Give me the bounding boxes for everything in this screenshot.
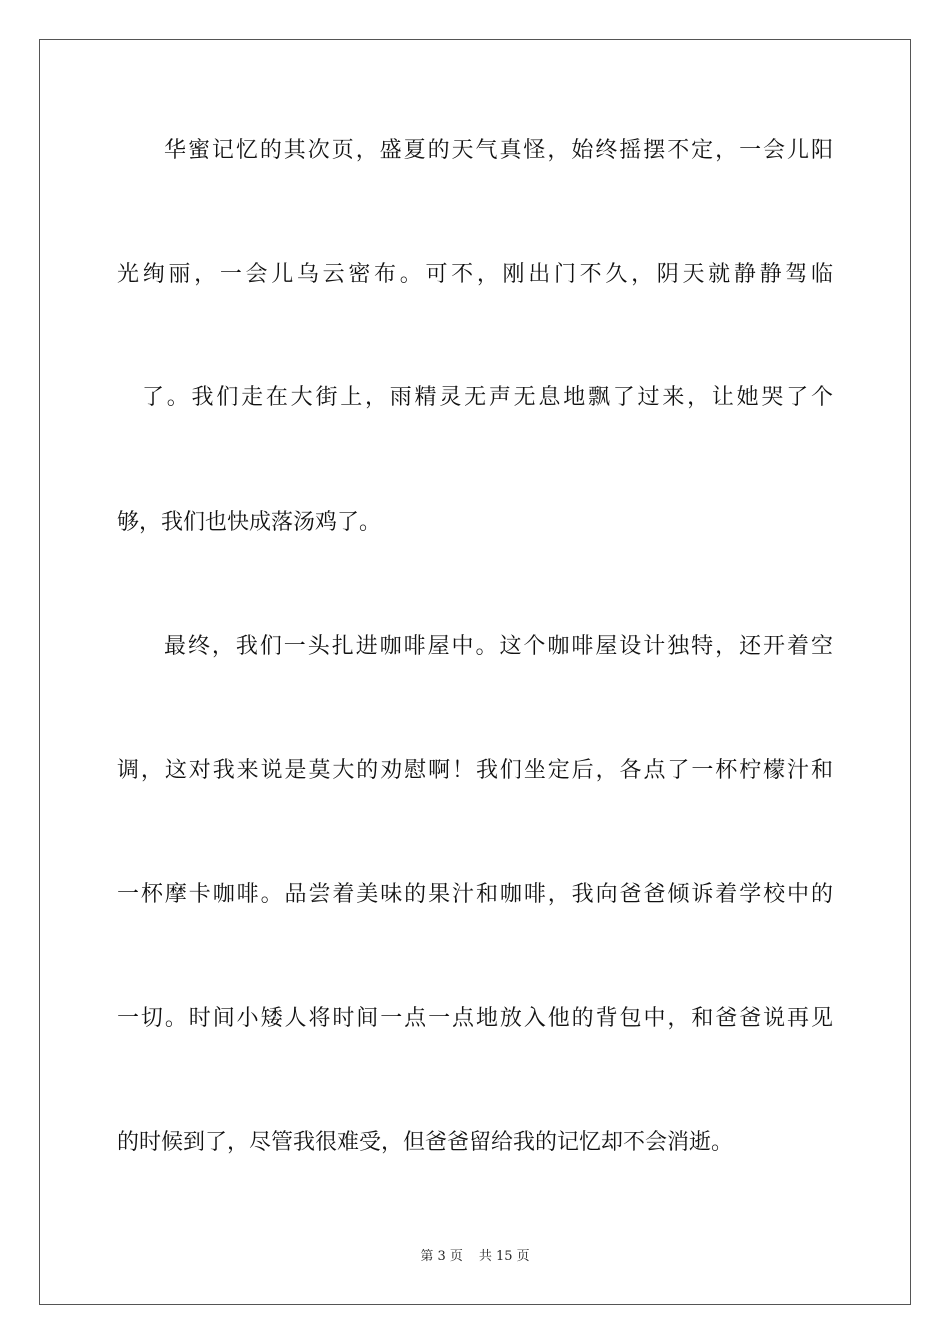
paragraph-1-line-1: 华蜜记忆的其次页，盛夏的天气真怪，始终摇摆不定，一会儿阳 xyxy=(164,138,833,163)
page-number: 第 3 页 xyxy=(420,1249,463,1264)
paragraph-1-line-2: 光绚丽，一会儿乌云密布。可不，刚出门不久，阴天就静静驾临 xyxy=(117,262,833,287)
paragraph-2-line-3: 一杯摩卡咖啡。品尝着美味的果汁和咖啡，我向爸爸倾诉着学校中的 xyxy=(117,882,833,907)
page-footer xyxy=(0,1248,950,1266)
paragraph-1-line-4: 够，我们也快成落汤鸡了。 xyxy=(117,510,382,535)
page-total: 共 15 页 xyxy=(478,1249,530,1264)
paragraph-2-line-1: 最终，我们一头扎进咖啡屋中。这个咖啡屋设计独特，还开着空 xyxy=(164,634,833,659)
paragraph-2-line-2: 调，这对我来说是莫大的劝慰啊！我们坐定后，各点了一杯柠檬汁和 xyxy=(117,758,833,783)
paragraph-2-line-5: 的时候到了，尽管我很难受，但爸爸留给我的记忆却不会消逝。 xyxy=(117,1130,734,1155)
page-border xyxy=(39,39,911,1305)
paragraph-1-line-3: 了。我们走在大街上，雨精灵无声无息地飘了过来，让她哭了个 xyxy=(142,385,833,410)
paragraph-2-line-4: 一切。时间小矮人将时间一点一点地放入他的背包中，和爸爸说再见 xyxy=(117,1006,833,1031)
